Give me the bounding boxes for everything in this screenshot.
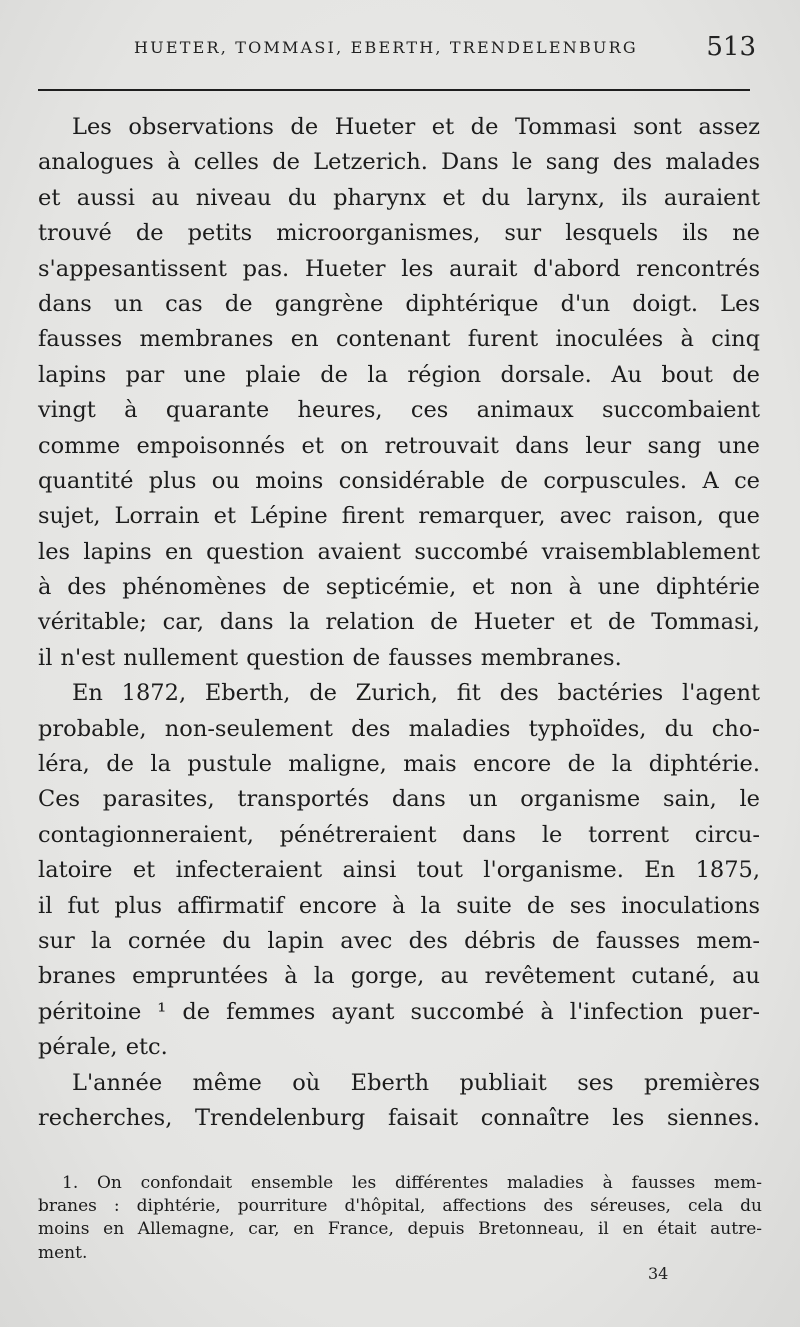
header-rule <box>38 89 750 91</box>
text-line: péritoine ¹ de femmes ayant succombé à l'infection puer- <box>38 998 760 1025</box>
text-line: véritable; car, dans la relation de Hueter et de Tommasi, <box>38 609 760 636</box>
text-line: dans un cas de gangrène diphtérique d'un doigt. Les <box>38 290 760 317</box>
text-line: latoire et infecteraient ainsi tout l'organisme. En 1875, <box>38 857 760 884</box>
text-line: lapins par une plaie de la région dorsale. Au bout de <box>38 361 760 388</box>
signature-mark: 34 <box>648 1264 669 1283</box>
footnote-line: moins en Allemagne, car, en France, depuis Bretonneau, il en était autre- <box>38 1219 762 1240</box>
text-line: analogues à celles de Letzerich. Dans le sang des malades <box>38 149 760 176</box>
text-line: pérale, etc. <box>38 1034 168 1061</box>
footnote-line: 1. On confondait ensemble les différentes maladies à fausses mem- <box>62 1173 762 1193</box>
running-head: HUETER, TOMMASI, EBERTH, TRENDELENBURG <box>134 38 638 57</box>
text-line: les lapins en question avaient succombé vraisemblablement <box>38 538 760 565</box>
text-line: à des phénomènes de septicémie, et non à une diphtérie <box>38 574 760 601</box>
text-line: trouvé de petits microorganismes, sur lesquels ils ne <box>38 220 760 247</box>
text-line: L'année même où Eberth publiait ses premières <box>72 1069 760 1096</box>
text-line: En 1872, Eberth, de Zurich, fit des bactéries l'agent <box>72 680 760 707</box>
text-line: sujet, Lorrain et Lépine firent remarquer, avec raison, que <box>38 503 760 530</box>
text-line: quantité plus ou moins considérable de corpuscules. A ce <box>38 467 760 494</box>
text-line: s'appesantissent pas. Hueter les aurait d'abord rencontrés <box>38 255 760 282</box>
main-text <box>38 110 760 1136</box>
text-line: recherches, Trendelenburg faisait connaître les siennes. <box>38 1104 760 1131</box>
page-number: 513 <box>706 32 756 62</box>
text-line: léra, de la pustule maligne, mais encore de la diphtérie. <box>38 751 760 778</box>
text-line: vingt à quarante heures, ces animaux succombaient <box>38 397 760 424</box>
text-line: et aussi au niveau du pharynx et du larynx, ils auraient <box>38 184 760 211</box>
footnotes <box>38 1172 762 1265</box>
text-line: Les observations de Hueter et de Tommasi sont assez <box>72 114 760 140</box>
text-line: il n'est nullement question de fausses membranes. <box>38 644 622 671</box>
footnote-line: branes : diphtérie, pourriture d'hôpital, affections des séreuses, cela du <box>38 1196 762 1217</box>
text-line: Ces parasites, transportés dans un organisme sain, le <box>38 786 760 813</box>
text-line: sur la cornée du lapin avec des débris de fausses mem- <box>38 927 760 954</box>
footnote-line: ment. <box>38 1242 88 1263</box>
text-line: il fut plus affirmatif encore à la suite de ses inoculations <box>38 892 760 919</box>
text-line: branes empruntées à la gorge, au revêtement cutané, au <box>38 963 760 990</box>
text-line: contagionneraient, pénétreraient dans le torrent circu- <box>38 821 760 848</box>
page-header <box>38 30 760 70</box>
text-line: comme empoisonnés et on retrouvait dans leur sang une <box>38 432 760 459</box>
text-line: fausses membranes en contenant furent inoculées à cinq <box>38 326 760 353</box>
text-line: probable, non-seulement des maladies typhoïdes, du cho- <box>38 715 760 742</box>
